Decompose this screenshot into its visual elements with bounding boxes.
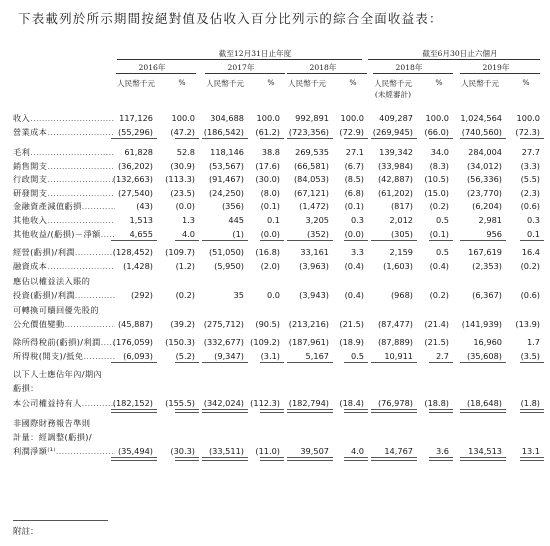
total-double-rule [260, 457, 284, 461]
footnote-label: 附註： [13, 527, 39, 537]
subtotal-rule [175, 138, 199, 139]
subtotal-rule [287, 240, 333, 241]
amount-cell: (275,712) [203, 319, 244, 329]
amount-cell: (34,012) [466, 161, 502, 171]
percent-cell: (150.3) [165, 337, 195, 347]
percent-cell: (0.2) [520, 261, 540, 271]
year-header: 2019年 [482, 63, 510, 72]
row-label: 計量：經調整(虧損)/ [13, 432, 93, 442]
percent-cell: 1.3 [181, 215, 195, 225]
amount-cell: 118,146 [210, 147, 244, 157]
percent-cell: (0.1) [344, 201, 364, 211]
percent-cell: (112.3) [250, 398, 280, 408]
amount-cell: 304,688 [210, 113, 244, 123]
amount-cell: 4,655 [129, 229, 153, 239]
subtotal-rule [287, 362, 333, 363]
amount-cell: 2,981 [478, 215, 502, 225]
percent-cell: (0.6) [520, 290, 540, 300]
percent-cell: (17.6) [255, 161, 280, 171]
percent-cell: (61.2) [255, 127, 280, 137]
intro-text: 下表載列於所示期間按絕對值及佔收入百分比列示的綜合全面收益表： [18, 11, 443, 26]
amount-cell: 139,342 [379, 147, 413, 157]
halfyear-group-header: 截至6月30日止六個月 [422, 49, 498, 58]
amount-cell: (740,560) [461, 127, 502, 137]
total-double-rule [460, 457, 506, 461]
row-label: 除所得稅前(虧損)/利潤 ..... [13, 337, 115, 347]
amount-cell: (305) [390, 229, 413, 239]
year-group-rule [117, 59, 362, 60]
subtotal-rule [344, 362, 368, 363]
row-label: 融資成本 ..... [13, 261, 115, 271]
percent-cell: (5.2) [175, 351, 195, 361]
amount-cell: 409,287 [379, 113, 413, 123]
amount-cell: (36,202) [117, 161, 153, 171]
amount-cell: (84,053) [293, 174, 329, 184]
percent-cell: 38.8 [261, 147, 280, 157]
subtotal-rule [520, 240, 544, 241]
total-double-rule [175, 409, 199, 413]
row-label: 應佔以權益法入賬的 [13, 276, 91, 286]
subtotal-rule [371, 138, 417, 139]
percent-cell: 100.0 [340, 113, 364, 123]
percent-cell: 100.0 [425, 113, 449, 123]
percent-cell: (90.5) [255, 319, 280, 329]
amount-cell: (42,887) [377, 174, 413, 184]
amount-cell: (24,250) [208, 188, 244, 198]
amount-cell: (6,093) [123, 351, 153, 361]
percent-cell: 2.7 [435, 351, 449, 361]
amount-cell: (213,216) [288, 319, 329, 329]
year-header: 2017年 [227, 63, 255, 72]
row-label: 金融資產減值虧損 ..... [13, 201, 115, 211]
unit-rmb-header: 人民幣千元 [461, 79, 499, 88]
percent-cell: (155.5) [165, 398, 195, 408]
year-group-header: 截至12月31日止年度 [218, 49, 292, 58]
amount-cell: (187,961) [288, 337, 329, 347]
row-label: 行政開支 ..... [13, 174, 115, 184]
percent-cell: (3.3) [520, 161, 540, 171]
amount-cell: 445 [228, 215, 244, 225]
percent-cell: 27.7 [521, 147, 540, 157]
total-double-rule [175, 457, 199, 461]
amount-cell: 3,205 [305, 215, 329, 225]
unit-rmb-header: 人民幣千元 [288, 79, 326, 88]
subtotal-rule [460, 362, 506, 363]
amount-cell: (1) [232, 229, 244, 239]
subtotal-rule [429, 138, 453, 139]
subtotal-rule [287, 138, 333, 139]
row-label: 以下人士應佔年內/期內 [13, 369, 103, 379]
unit-pct-header: % [267, 78, 275, 87]
row-label: 非國際財務報告準則 [13, 418, 91, 428]
percent-cell: (109.2) [250, 337, 280, 347]
year-header-rule [460, 73, 540, 74]
amount-cell: (55,296) [117, 127, 153, 137]
amount-cell: 33,161 [300, 247, 329, 257]
percent-cell: (0.1) [429, 229, 449, 239]
total-double-rule [371, 409, 417, 413]
amount-cell: 16,960 [473, 337, 502, 347]
percent-cell: (0.2) [429, 290, 449, 300]
percent-cell: (0.0) [260, 229, 280, 239]
amount-cell: (33,984) [377, 161, 413, 171]
subtotal-rule [344, 240, 368, 241]
subtotal-rule [460, 240, 506, 241]
amount-cell: 1,513 [129, 215, 153, 225]
amount-cell: (968) [390, 290, 413, 300]
percent-cell: (0.1) [260, 201, 280, 211]
amount-cell: 5,167 [305, 351, 329, 361]
amount-cell: (723,356) [288, 127, 329, 137]
amount-cell: 61,828 [124, 147, 153, 157]
halfyear-group-rule [368, 59, 540, 60]
amount-cell: 35 [233, 290, 244, 300]
percent-cell: (2.0) [260, 261, 280, 271]
amount-cell: (45,887) [117, 319, 153, 329]
total-double-rule [260, 409, 284, 413]
amount-cell: (18,648) [466, 398, 502, 408]
percent-cell: (6.8) [344, 188, 364, 198]
amount-cell: 992,891 [295, 113, 329, 123]
amount-cell: (332,677) [203, 337, 244, 347]
amount-cell: (43) [136, 201, 153, 211]
subtotal-rule [111, 138, 157, 139]
percent-cell: (2.3) [520, 188, 540, 198]
percent-cell: (0.4) [344, 290, 364, 300]
percent-cell: (11.0) [255, 446, 280, 456]
amount-cell: (76,978) [377, 398, 413, 408]
year-header-rule [205, 73, 285, 74]
total-double-rule [429, 457, 453, 461]
amount-cell: (132,663) [112, 174, 153, 184]
percent-cell: (72.3) [515, 127, 540, 137]
row-label: 其他收入 ..... [13, 215, 115, 225]
amount-cell: (182,152) [112, 398, 153, 408]
subtotal-rule [175, 240, 199, 241]
percent-cell: (0.0) [175, 201, 195, 211]
percent-cell: (15.0) [424, 188, 449, 198]
amount-cell: (186,542) [203, 127, 244, 137]
percent-cell: (3.1) [260, 351, 280, 361]
amount-cell: (66,581) [293, 161, 329, 171]
percent-cell: 0.1 [526, 229, 540, 239]
percent-cell: (18.4) [339, 398, 364, 408]
percent-cell: (47.2) [170, 127, 195, 137]
subtotal-rule [371, 362, 417, 363]
amount-cell: (141,939) [461, 319, 502, 329]
subtotal-rule [344, 138, 368, 139]
amount-cell: (3,963) [299, 261, 329, 271]
amount-cell: 269,535 [295, 147, 329, 157]
percent-cell: (1.8) [520, 398, 540, 408]
subtotal-rule [260, 240, 284, 241]
amount-cell: 1,024,564 [460, 113, 502, 123]
amount-cell: (67,121) [293, 188, 329, 198]
unit-pct-header: % [435, 78, 443, 87]
year-header: 2016年 [138, 63, 166, 72]
percent-cell: (6.7) [344, 161, 364, 171]
unit-rmb-header: 人民幣千元 [374, 79, 412, 88]
amount-cell: (87,477) [377, 319, 413, 329]
amount-cell: (6,367) [472, 290, 502, 300]
percent-cell: 4.0 [181, 229, 195, 239]
amount-cell: (1,603) [383, 261, 413, 271]
percent-cell: (18.8) [424, 398, 449, 408]
subtotal-rule [520, 362, 544, 363]
percent-cell: (23.5) [170, 188, 195, 198]
row-label: 本公司權益持有人 ..... [13, 398, 115, 408]
unaudited-note: (未經審計) [374, 90, 412, 99]
subtotal-rule [371, 240, 417, 241]
amount-cell: (3,943) [299, 290, 329, 300]
amount-cell: (342,024) [203, 398, 244, 408]
percent-cell: (8.5) [344, 174, 364, 184]
percent-cell: (113.3) [165, 174, 195, 184]
amount-cell: (356) [221, 201, 244, 211]
percent-cell: (21.5) [424, 337, 449, 347]
amount-cell: 39,507 [300, 446, 329, 456]
amount-cell: (5,950) [214, 261, 244, 271]
unit-pct-header: % [349, 78, 357, 87]
subtotal-rule [111, 240, 157, 241]
row-label: 銷售開支 ..... [13, 161, 115, 171]
amount-cell: (53,567) [208, 161, 244, 171]
percent-cell: (0.4) [429, 261, 449, 271]
unit-rmb-header: 人民幣千元 [206, 79, 244, 88]
percent-cell: (13.9) [515, 319, 540, 329]
percent-cell: (30.0) [255, 174, 280, 184]
percent-cell: 100.0 [171, 113, 195, 123]
amount-cell: (2,353) [472, 261, 502, 271]
amount-cell: 14,767 [384, 446, 413, 456]
amount-cell: (269,945) [372, 127, 413, 137]
percent-cell: 27.1 [345, 147, 364, 157]
subtotal-rule [429, 240, 453, 241]
amount-cell: (1,428) [123, 261, 153, 271]
amount-cell: (352) [306, 229, 329, 239]
percent-cell: 4.0 [350, 446, 364, 456]
percent-cell: 3.3 [350, 247, 364, 257]
amount-cell: (56,336) [466, 174, 502, 184]
amount-cell: (61,202) [377, 188, 413, 198]
percent-cell: (0.4) [344, 261, 364, 271]
percent-cell: (3.5) [520, 351, 540, 361]
percent-cell: 52.8 [176, 147, 195, 157]
year-header-rule [373, 73, 453, 74]
percent-cell: 0.5 [435, 215, 449, 225]
percent-cell: (0.0) [344, 229, 364, 239]
row-label: 利潤淨額⁽¹⁾ ..... [13, 446, 115, 456]
row-label: 投資(虧損)/利潤 ..... [13, 290, 115, 300]
year-header: 2018年 [395, 63, 423, 72]
total-double-rule [287, 457, 333, 461]
subtotal-rule [111, 362, 157, 363]
unit-pct-header: % [178, 78, 186, 87]
total-double-rule [371, 457, 417, 461]
row-label: 公允價值變動 ..... [13, 319, 115, 329]
total-double-rule [429, 409, 453, 413]
amount-cell: (51,050) [208, 247, 244, 257]
amount-cell: (23,770) [466, 188, 502, 198]
total-double-rule [111, 457, 157, 461]
percent-cell: (109.7) [165, 247, 195, 257]
row-label: 收入 ..... [13, 113, 115, 123]
percent-cell: (0.2) [175, 290, 195, 300]
amount-cell: (292) [130, 290, 153, 300]
row-label: 毛利 ..... [13, 147, 115, 157]
total-double-rule [202, 409, 248, 413]
percent-cell: (18.9) [339, 337, 364, 347]
subtotal-rule [429, 362, 453, 363]
subtotal-rule [260, 138, 284, 139]
amount-cell: (9,347) [214, 351, 244, 361]
unit-pct-header: % [522, 78, 530, 87]
footnote-rule [13, 520, 108, 521]
subtotal-rule [175, 362, 199, 363]
amount-cell: 167,619 [468, 247, 502, 257]
amount-cell: 2,159 [389, 247, 413, 257]
percent-cell: 0.1 [266, 215, 280, 225]
percent-cell: (21.4) [424, 319, 449, 329]
amount-cell: (1,472) [299, 201, 329, 211]
row-label: 其他收益/(虧損)－淨額 ..... [13, 229, 115, 239]
subtotal-rule [260, 362, 284, 363]
row-label: 研發開支 ..... [13, 188, 115, 198]
percent-cell: 0.0 [266, 290, 280, 300]
percent-cell: (30.3) [170, 446, 195, 456]
year-header-rule [116, 73, 196, 74]
total-double-rule [344, 457, 368, 461]
percent-cell: (5.5) [520, 174, 540, 184]
percent-cell: (16.8) [255, 247, 280, 257]
total-double-rule [460, 409, 506, 413]
percent-cell: (0.2) [429, 201, 449, 211]
amount-cell: (182,794) [288, 398, 329, 408]
total-double-rule [287, 409, 333, 413]
total-double-rule [520, 409, 544, 413]
subtotal-rule [202, 362, 248, 363]
subtotal-rule [520, 138, 544, 139]
percent-cell: (8.3) [429, 161, 449, 171]
unit-rmb-header: 人民幣千元 [117, 79, 155, 88]
amount-cell: 284,004 [468, 147, 502, 157]
row-label: 經營(虧損)/利潤 ..... [13, 247, 115, 257]
total-double-rule [111, 409, 157, 413]
percent-cell: (21.5) [339, 319, 364, 329]
percent-cell: (8.0) [260, 188, 280, 198]
percent-cell: (66.0) [424, 127, 449, 137]
percent-cell: (39.2) [170, 319, 195, 329]
row-label: 營業成本 ..... [13, 127, 115, 137]
total-double-rule [520, 457, 544, 461]
percent-cell: 0.3 [526, 215, 540, 225]
percent-cell: (30.9) [170, 161, 195, 171]
amount-cell: (35,608) [466, 351, 502, 361]
year-header: 2018年 [309, 63, 337, 72]
amount-cell: (6,204) [472, 201, 502, 211]
percent-cell: 100.0 [256, 113, 280, 123]
amount-cell: (176,059) [112, 337, 153, 347]
percent-cell: 0.5 [435, 247, 449, 257]
amount-cell: (27,540) [117, 188, 153, 198]
amount-cell: 956 [486, 229, 502, 239]
amount-cell: (87,889) [377, 337, 413, 347]
amount-cell: (817) [390, 201, 413, 211]
percent-cell: 13.1 [521, 446, 540, 456]
amount-cell: 117,126 [119, 113, 153, 123]
amount-cell: 10,911 [384, 351, 413, 361]
percent-cell: 16.4 [521, 247, 540, 257]
subtotal-rule [202, 138, 248, 139]
amount-cell: (33,511) [208, 446, 244, 456]
percent-cell: (10.5) [424, 174, 449, 184]
percent-cell: 3.6 [435, 446, 449, 456]
percent-cell: 1.7 [526, 337, 540, 347]
total-double-rule [344, 409, 368, 413]
percent-cell: (72.9) [339, 127, 364, 137]
amount-cell: (91,467) [208, 174, 244, 184]
subtotal-rule [460, 138, 506, 139]
amount-cell: (35,494) [117, 446, 153, 456]
row-label: 虧損： [13, 383, 39, 393]
percent-cell: (1.2) [175, 261, 195, 271]
percent-cell: (0.6) [520, 201, 540, 211]
year-header-rule [287, 73, 367, 74]
amount-cell: 2,012 [389, 215, 413, 225]
percent-cell: 100.0 [516, 113, 540, 123]
row-label: 所得稅(開支)/抵免 ..... [13, 351, 115, 361]
percent-cell: 0.5 [350, 351, 364, 361]
amount-cell: (128,452) [112, 247, 153, 257]
percent-cell: 0.3 [350, 215, 364, 225]
total-double-rule [202, 457, 248, 461]
row-label: 可轉換可贖回優先股的 [13, 305, 99, 315]
percent-cell: 34.0 [430, 147, 449, 157]
amount-cell: 134,513 [468, 446, 502, 456]
subtotal-rule [202, 240, 248, 241]
